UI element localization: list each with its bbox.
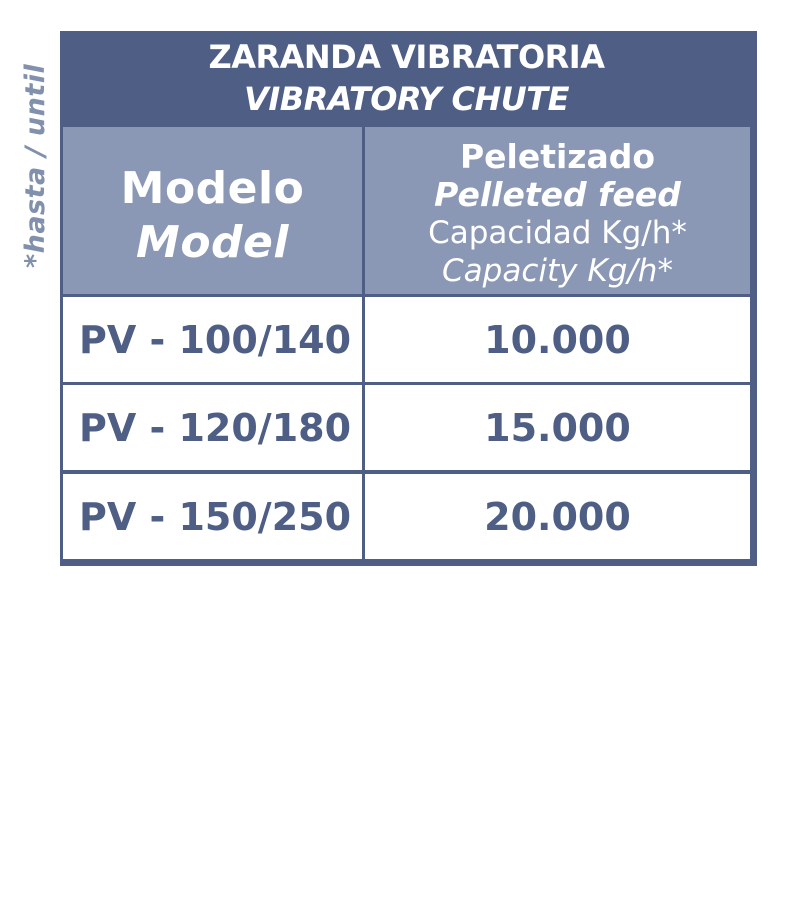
capacity-cell: 15.000	[365, 385, 750, 470]
capacity-table	[60, 31, 757, 566]
header-capacity-spanish: Capacidad Kg/h*	[428, 215, 687, 251]
header-feed-spanish: Peletizado	[459, 137, 656, 176]
capacity-cell: 10.000	[365, 297, 750, 382]
footnote-until: *hasta / until	[20, 63, 51, 268]
header-model	[63, 127, 362, 294]
model-cell: PV - 100/140	[63, 297, 362, 382]
model-cell: PV - 150/250	[63, 474, 362, 559]
title-spanish: ZARANDA VIBRATORIA	[208, 38, 605, 76]
header-feed-english: Pelleted feed	[434, 175, 681, 214]
capacity-cell: 20.000	[365, 474, 750, 559]
model-cell: PV - 120/180	[63, 385, 362, 470]
title-english: VIBRATORY CHUTE	[244, 80, 569, 118]
header-model-spanish: Modelo	[120, 163, 305, 214]
header-capacity-english: Capacity Kg/h*	[442, 253, 673, 289]
table-title	[60, 31, 753, 124]
header-pelleted-feed	[365, 127, 750, 294]
header-model-english: Model	[136, 217, 289, 268]
